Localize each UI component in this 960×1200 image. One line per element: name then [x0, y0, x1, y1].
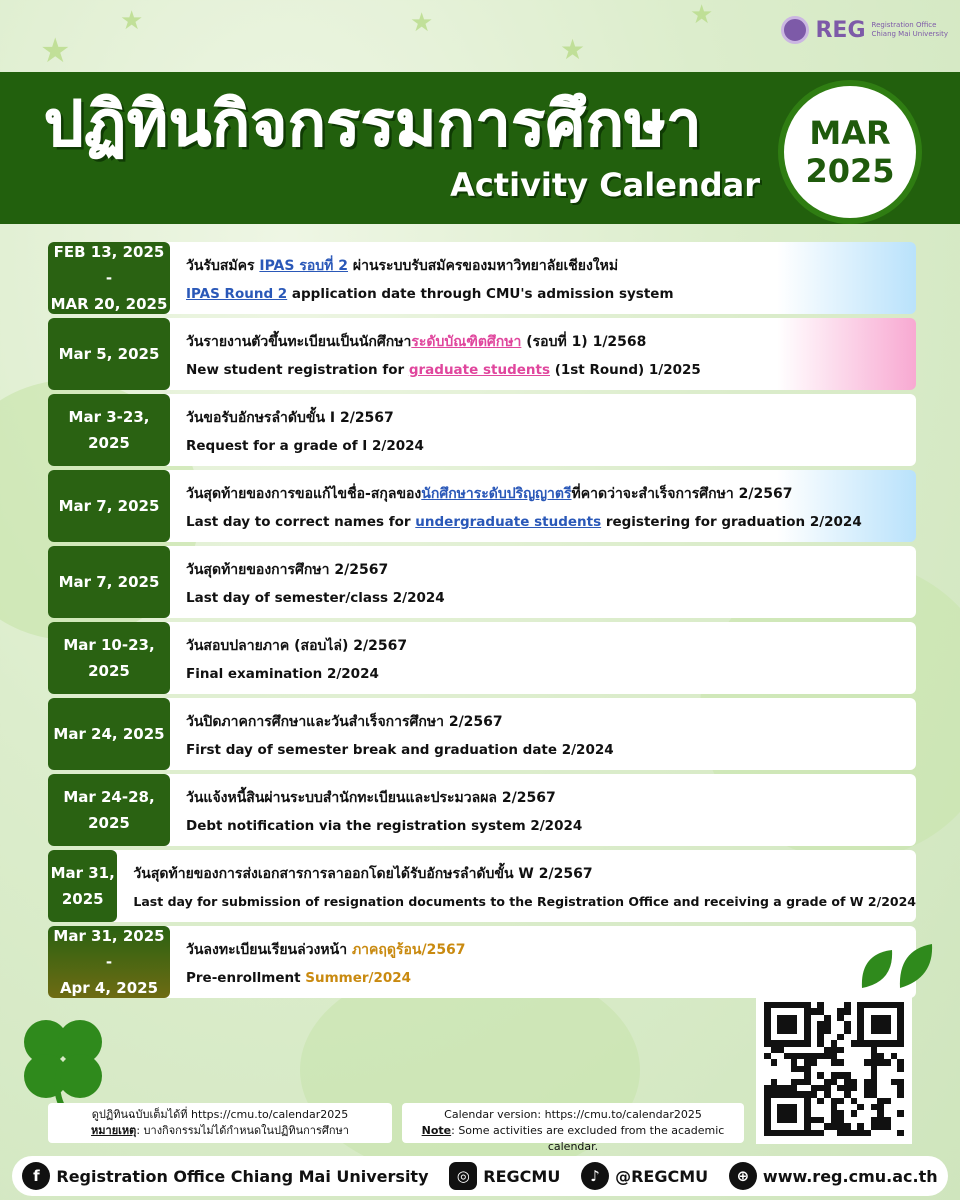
qr-code[interactable] — [756, 994, 912, 1144]
highlight-link[interactable]: ระดับบัณฑิตศึกษา — [411, 334, 522, 350]
qr-module — [831, 1130, 838, 1136]
text-segment: วันสุดท้ายของการขอแก้ไขชื่อ-สกุลของ — [186, 486, 422, 502]
event-english — [186, 280, 916, 308]
clover-icon — [10, 1012, 114, 1116]
list-item — [48, 470, 916, 542]
event-thai — [186, 328, 916, 356]
event-english: First day of semester break and graduation date 2/2024 — [186, 742, 614, 758]
tiktok-link[interactable] — [581, 1162, 708, 1190]
logo-sub-line2: Chiang Mai University — [871, 30, 948, 38]
date-badge: Mar 31, 2025 - Apr 4, 2025 — [48, 926, 170, 998]
qr-module — [837, 1130, 844, 1136]
list-item — [48, 318, 916, 390]
logo-text: REG — [815, 17, 866, 43]
qr-module — [764, 1130, 771, 1136]
website-label: www.reg.cmu.ac.th — [762, 1166, 938, 1186]
qr-module — [877, 1130, 884, 1136]
note-text: : บางกิจกรรมไม่ได้กำหนดในปฏิทินการศึกษา — [136, 1124, 349, 1137]
logo-sub-line1: Registration Office — [871, 21, 937, 29]
tiktok-label: @REGCMU — [615, 1166, 709, 1186]
website-link[interactable] — [729, 1162, 938, 1190]
date-badge: FEB 13, 2025 - MAR 20, 2025 — [48, 242, 170, 314]
list-item — [48, 926, 916, 998]
list-item — [48, 774, 916, 846]
list-item — [48, 242, 916, 314]
globe-icon: ⊕ — [729, 1162, 757, 1190]
event-text — [117, 850, 916, 922]
event-english — [186, 964, 916, 992]
qr-module — [851, 1130, 858, 1136]
month-label: MAR — [809, 114, 891, 152]
qr-module — [824, 1130, 831, 1136]
leaf-icon — [856, 942, 936, 994]
date-badge: Mar 10-23, 2025 — [48, 622, 170, 694]
qr-module — [771, 1130, 778, 1136]
text-segment: Last day to correct names for — [186, 514, 416, 530]
page-title-english: Activity Calendar — [450, 166, 760, 204]
highlight-link[interactable]: IPAS Round 2 — [186, 286, 288, 302]
event-english: Final examination 2/2024 — [186, 666, 379, 682]
date-badge: Mar 31, 2025 — [48, 850, 117, 922]
qr-module — [897, 1130, 904, 1136]
event-thai: วันปิดภาคการศึกษาและวันสำเร็จการศึกษา 2/2567 — [186, 714, 503, 730]
list-item — [48, 698, 916, 770]
event-english — [186, 508, 916, 536]
text-segment: วันรับสมัคร — [186, 258, 260, 274]
qr-module — [871, 1130, 878, 1136]
qr-module — [884, 1130, 891, 1136]
qr-module — [817, 1130, 824, 1136]
event-text — [170, 394, 916, 466]
qr-module — [857, 1130, 864, 1136]
text-segment: Pre-enrollment — [186, 970, 306, 986]
note-english-line1: Calendar version: https://cmu.to/calendar2025 — [444, 1108, 702, 1121]
note-thai-line1: ดูปฏิทินฉบับเต็มได้ที่ https://cmu.to/calendar2025 — [91, 1108, 349, 1121]
tiktok-icon: ♪ — [581, 1162, 609, 1190]
event-text — [170, 242, 916, 314]
event-text — [170, 622, 916, 694]
year-label: 2025 — [805, 152, 895, 190]
qr-module — [864, 1130, 871, 1136]
event-english: Debt notification via the registration system 2/2024 — [186, 818, 583, 834]
text-segment: New student registration for — [186, 362, 409, 378]
note-label: Note — [421, 1124, 452, 1137]
event-text — [170, 470, 916, 542]
calendar-list — [48, 242, 916, 1002]
event-english: Request for a grade of I 2/2024 — [186, 438, 424, 454]
list-item — [48, 622, 916, 694]
qr-module — [791, 1130, 798, 1136]
text-segment: ผ่านระบบรับสมัครของมหาวิทยาลัยเชียงใหม่ — [348, 258, 619, 274]
logo-subtitle — [872, 21, 948, 39]
event-thai: วันสุดท้ายของการส่งเอกสารการลาออกโดยได้รับอักษรลำดับขั้น W 2/2567 — [133, 866, 593, 882]
star-icon: ★ — [40, 31, 71, 71]
facebook-icon: f — [22, 1162, 50, 1190]
qr-module — [811, 1130, 818, 1136]
event-thai — [186, 480, 916, 508]
date-badge: Mar 3-23, 2025 — [48, 394, 170, 466]
event-thai — [186, 936, 916, 964]
event-text — [170, 926, 916, 998]
note-text: : Some activities are excluded from the academic calendar. — [451, 1124, 725, 1153]
note-thai — [48, 1103, 392, 1143]
qr-module — [784, 1130, 791, 1136]
instagram-label: REGCMU — [483, 1166, 561, 1186]
qr-module — [844, 1130, 851, 1136]
event-english — [186, 356, 916, 384]
date-badge: Mar 7, 2025 — [48, 546, 170, 618]
note-label: หมายเหตุ — [91, 1124, 137, 1137]
date-badge: Mar 24, 2025 — [48, 698, 170, 770]
qr-module — [891, 1130, 898, 1136]
qr-module — [797, 1130, 804, 1136]
event-thai: วันสอบปลายภาค (สอบไล่) 2/2567 — [186, 638, 408, 654]
event-thai: วันแจ้งหนี้สินผ่านระบบสำนักทะเบียนและประมวลผล 2/2567 — [186, 790, 556, 806]
event-text — [170, 546, 916, 618]
event-text — [170, 318, 916, 390]
event-text — [170, 774, 916, 846]
page-title-thai: ปฏิทินกิจกรรมการศึกษา — [44, 87, 703, 160]
note-english — [402, 1103, 744, 1153]
month-badge — [778, 80, 922, 224]
event-thai — [186, 252, 916, 280]
star-icon: ★ — [690, 0, 714, 30]
highlight-term: Summer/2024 — [305, 970, 412, 986]
list-item — [48, 850, 916, 922]
text-segment: registering for graduation 2/2024 — [601, 514, 862, 530]
event-english: Last day for submission of resignation documents to the Registration Office and receiving a grade of W 2/2024 — [133, 894, 916, 909]
qr-code-pattern — [764, 1002, 904, 1136]
footer-bar — [12, 1156, 948, 1196]
star-icon: ★ — [560, 33, 586, 66]
text-segment: (1st Round) 1/2025 — [550, 362, 701, 378]
text-segment: วันลงทะเบียนเรียนล่วงหน้า — [186, 942, 352, 958]
highlight-link[interactable]: graduate students — [408, 362, 550, 378]
list-item — [48, 394, 916, 466]
star-icon: ★ — [120, 6, 144, 36]
qr-module — [804, 1130, 811, 1136]
event-text — [170, 698, 916, 770]
reg-logo[interactable] — [781, 16, 948, 44]
event-thai: วันขอรับอักษรลำดับขั้น I 2/2567 — [186, 410, 394, 426]
highlight-link[interactable]: undergraduate students — [415, 514, 602, 530]
instagram-icon: ◎ — [449, 1162, 477, 1190]
highlight-term: ภาคฤดูร้อน/2567 — [351, 942, 466, 958]
facebook-label: Registration Office Chiang Mai University — [56, 1166, 429, 1186]
reg-logo-mark — [781, 16, 809, 44]
text-segment: ที่คาดว่าจะสำเร็จการศึกษา 2/2567 — [571, 486, 793, 502]
date-badge: Mar 5, 2025 — [48, 318, 170, 390]
qr-module — [777, 1130, 784, 1136]
date-badge: Mar 7, 2025 — [48, 470, 170, 542]
note-thai-line2 — [56, 1123, 384, 1139]
text-segment: (รอบที่ 1) 1/2568 — [521, 334, 647, 350]
event-thai: วันสุดท้ายของการศึกษา 2/2567 — [186, 562, 389, 578]
text-segment: application date through CMU's admission system — [287, 286, 674, 302]
text-segment: วันรายงานตัวขึ้นทะเบียนเป็นนักศึกษา — [186, 334, 412, 350]
highlight-link[interactable]: นักศึกษาระดับปริญญาตรี — [421, 486, 572, 502]
star-icon: ★ — [410, 8, 434, 38]
list-item — [48, 546, 916, 618]
instagram-link[interactable] — [449, 1162, 560, 1190]
date-badge: Mar 24-28, 2025 — [48, 774, 170, 846]
event-english: Last day of semester/class 2/2024 — [186, 590, 445, 606]
highlight-link[interactable]: IPAS รอบที่ 2 — [259, 258, 349, 274]
facebook-link[interactable] — [22, 1162, 428, 1190]
note-english-line2 — [410, 1123, 736, 1155]
